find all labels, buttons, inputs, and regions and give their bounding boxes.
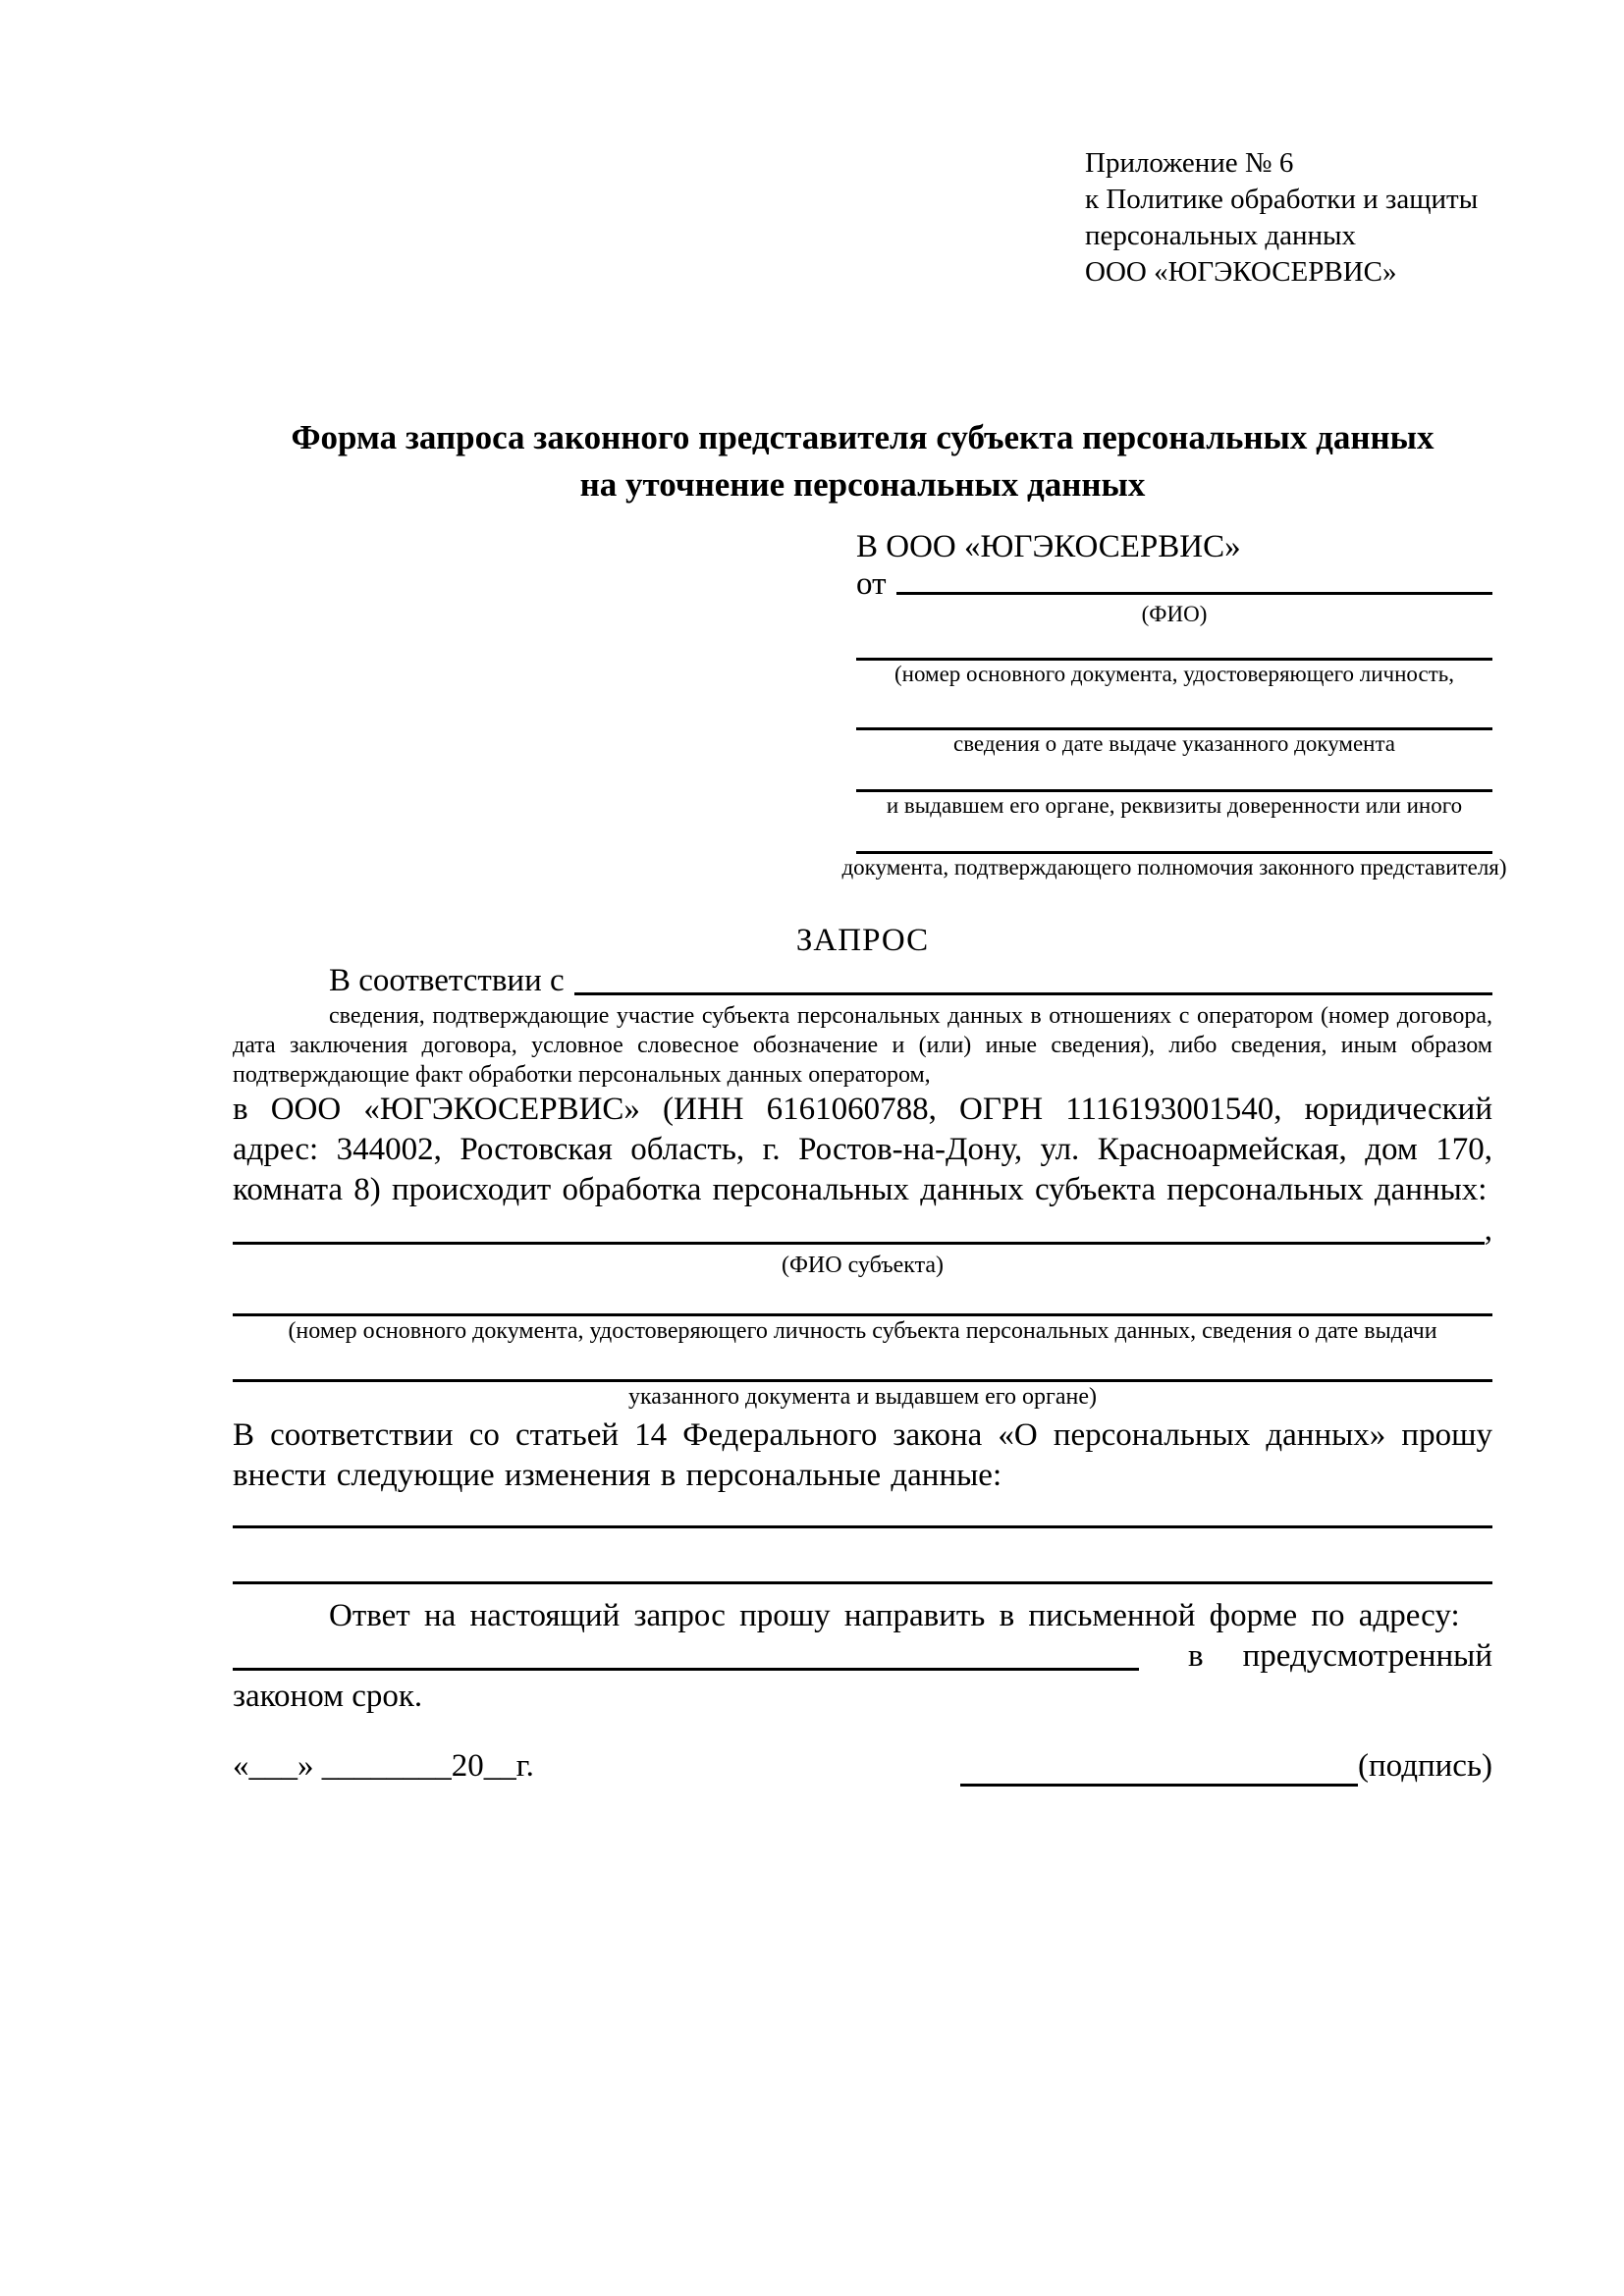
- from-fio-blank-line: [896, 592, 1493, 595]
- subject-doc-blank-line-1: [233, 1280, 1492, 1316]
- subject-fio-row: [233, 1210, 1492, 1251]
- representative-doc-caption-4: документа, подтверждающего полномочия законного представителя): [841, 855, 1507, 880]
- law-paragraph: В соответствии со статьей 14 Федерального закона «О персональных данных» прошу внести следующие изменения в персональные данные:: [233, 1417, 1492, 1493]
- subject-doc-caption-1: (номер основного документа, удостоверяющего личность субъекта персональных данных, сведения о дате выдачи: [288, 1318, 1437, 1344]
- signature-area: [960, 1746, 1492, 1787]
- changes-blank-line-1: [233, 1496, 1492, 1528]
- answer-paragraph-line-2: [233, 1636, 1492, 1677]
- representative-doc-caption-2: сведения о дате выдаче указанного документа: [952, 731, 1396, 756]
- representative-doc-blank-line-3: [856, 758, 1492, 792]
- representative-doc-blank-line-4: [856, 820, 1492, 854]
- appendix-header-line-2: к Политике обработки и защиты: [1085, 184, 1479, 215]
- intro-row: [233, 961, 1492, 1001]
- relation-details-fine-print: сведения, подтверждающие участие субъекта персональных данных в отношениях с оператором (номер договора, дата заключения договора, условное словесное обозначение и (или) иные сведения), либо сведения, иным образом подтверждающие факт обработки персональных данных оператором,: [233, 1003, 1492, 1088]
- answer-word-v: в: [1188, 1638, 1204, 1674]
- representative-doc-blank-line-1: [856, 628, 1492, 661]
- operator-paragraph: в ООО «ЮГЭКОСЕРВИС» (ИНН 6161060788, ОГРН 1116193001540, юридический адрес: 344002, Ростовская область, г. Ростов-на-Дону, ул. Красноармейская, дом 170, комната 8) происходит обработка персональных данных субъекта персональных данных:: [233, 1092, 1492, 1207]
- changes-blank-line-2: [233, 1528, 1492, 1584]
- from-label: от: [856, 566, 887, 602]
- signature-caption: (подпись): [1358, 1748, 1492, 1784]
- answer-address-blank-line: [233, 1668, 1139, 1671]
- signature-row: [233, 1746, 1492, 1787]
- relation-details-blank-line: [574, 992, 1492, 995]
- subject-fio-blank-line: [233, 1242, 1485, 1245]
- document-title: [233, 414, 1492, 508]
- intro-prefix: В соответствии с: [329, 963, 565, 998]
- subject-doc-blank-line-2: [233, 1346, 1492, 1382]
- subject-fio-caption: (ФИО субъекта): [781, 1253, 945, 1278]
- appendix-header-line-3: персональных данных: [1085, 220, 1357, 251]
- document-title-line-2: на уточнение персональных данных: [579, 465, 1146, 504]
- request-heading: ЗАПРОС: [795, 923, 930, 958]
- answer-paragraph-line-1: Ответ на настоящий запрос прошу направить в письменной форме по адресу:: [329, 1598, 1460, 1633]
- appendix-header: [1085, 145, 1492, 291]
- answer-paragraph-line-3: законом срок.: [233, 1679, 423, 1714]
- trailing-comma: ,: [1484, 1212, 1492, 1248]
- appendix-header-line-1: Приложение № 6: [1085, 147, 1294, 179]
- subject-doc-caption-2: указанного документа и выдавшем его органе): [627, 1384, 1098, 1410]
- appendix-header-line-4: ООО «ЮГЭКОСЕРВИС»: [1085, 256, 1397, 288]
- fio-caption: (ФИО): [1141, 602, 1208, 626]
- from-row: [856, 567, 1492, 601]
- answer-word-predusmotrenny: предусмотренный: [1242, 1638, 1492, 1674]
- addressee-block: [841, 526, 1507, 881]
- representative-doc-blank-line-2: [856, 688, 1492, 730]
- representative-doc-caption-1: (номер основного документа, удостоверяющего личность,: [893, 662, 1454, 686]
- addressee-organization: В ООО «ЮГЭКОСЕРВИС»: [856, 529, 1241, 564]
- date-blank: «___» ________20__г.: [233, 1748, 534, 1784]
- document-title-line-1: Форма запроса законного представителя субъекта персональных данных: [291, 418, 1435, 456]
- signature-blank-line: [960, 1754, 1358, 1787]
- representative-doc-caption-3: и выдавшем его органе, реквизиты доверенности или иного: [886, 793, 1463, 818]
